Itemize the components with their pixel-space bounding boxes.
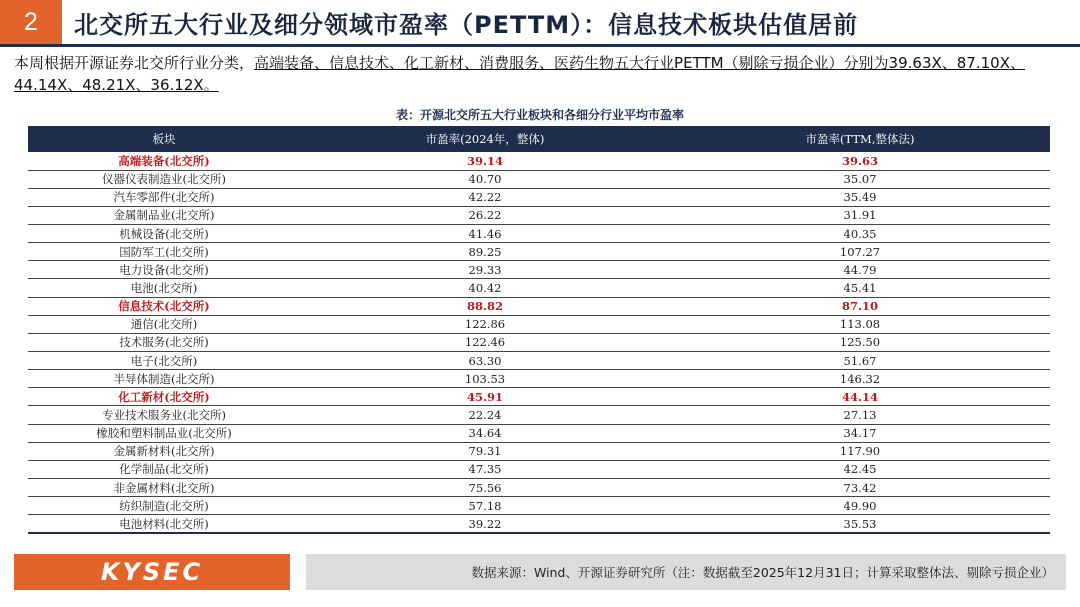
table-row — [28, 515, 1050, 533]
sector-name-cell: 机械设备(北交所) — [28, 225, 300, 243]
pe-ttm-cell: 113.08 — [670, 315, 1050, 333]
table-header-row — [28, 126, 1050, 152]
pe-2024-cell: 26.22 — [300, 206, 670, 224]
sector-name-cell: 电池(北交所) — [28, 279, 300, 297]
table-row — [28, 479, 1050, 497]
column-header-sector: 板块 — [28, 126, 300, 152]
pe-ttm-cell: 51.67 — [670, 352, 1050, 370]
pe-ttm-cell: 49.90 — [670, 497, 1050, 515]
pe-2024-cell: 41.46 — [300, 225, 670, 243]
intro-paragraph — [14, 52, 1064, 96]
pe-2024-cell: 57.18 — [300, 497, 670, 515]
pe-ttm-cell: 125.50 — [670, 333, 1050, 351]
footer — [0, 552, 1080, 592]
sector-name-cell: 化工新材(北交所) — [28, 388, 300, 406]
slide-number: 2 — [0, 0, 62, 44]
table-row — [28, 206, 1050, 224]
pe-2024-cell: 47.35 — [300, 460, 670, 478]
pe-2024-cell: 34.64 — [300, 424, 670, 442]
pe-ttm-cell: 117.90 — [670, 442, 1050, 460]
pe-ttm-cell: 44.14 — [670, 388, 1050, 406]
table-row — [28, 442, 1050, 460]
pe-2024-cell: 45.91 — [300, 388, 670, 406]
table-row — [28, 261, 1050, 279]
intro-text-lead: 本周根据开源证券北交所行业分类， — [14, 54, 255, 72]
title-divider — [0, 44, 1080, 47]
sector-name-cell: 高端装备(北交所) — [28, 152, 300, 170]
table-row — [28, 424, 1050, 442]
table-row — [28, 225, 1050, 243]
sector-name-cell: 技术服务(北交所) — [28, 333, 300, 351]
pe-2024-cell: 75.56 — [300, 479, 670, 497]
data-source-note: 数据来源：Wind、开源证券研究所（注：数据截至2025年12月31日；计算采取整体法、剔除亏损企业） — [306, 554, 1066, 590]
pe-ttm-cell: 107.27 — [670, 243, 1050, 261]
pe-ttm-cell: 40.35 — [670, 225, 1050, 243]
table-row — [28, 152, 1050, 170]
pe-ttm-cell: 42.45 — [670, 460, 1050, 478]
pe-ttm-cell: 35.07 — [670, 170, 1050, 188]
sector-name-cell: 金属新材料(北交所) — [28, 442, 300, 460]
table-row — [28, 497, 1050, 515]
pe-2024-cell: 122.46 — [300, 333, 670, 351]
pe-2024-cell: 39.14 — [300, 152, 670, 170]
pe-ttm-cell: 44.79 — [670, 261, 1050, 279]
pe-2024-cell: 122.86 — [300, 315, 670, 333]
table-row — [28, 388, 1050, 406]
table-row — [28, 243, 1050, 261]
table-row — [28, 170, 1050, 188]
table-row — [28, 370, 1050, 388]
pe-ttm-cell: 146.32 — [670, 370, 1050, 388]
sector-name-cell: 半导体制造(北交所) — [28, 370, 300, 388]
column-header-pe-2024: 市盈率(2024年，整体) — [300, 126, 670, 152]
table-body — [28, 152, 1050, 533]
table-row — [28, 188, 1050, 206]
table-row — [28, 315, 1050, 333]
pe-ratio-table — [28, 126, 1050, 534]
table-row — [28, 352, 1050, 370]
sector-name-cell: 金属制品业(北交所) — [28, 206, 300, 224]
pe-ttm-cell: 39.63 — [670, 152, 1050, 170]
pe-ttm-cell: 34.17 — [670, 424, 1050, 442]
pe-2024-cell: 40.70 — [300, 170, 670, 188]
pe-2024-cell: 39.22 — [300, 515, 670, 533]
table-row — [28, 460, 1050, 478]
logo-text: KYSEC — [100, 558, 204, 586]
sector-name-cell: 通信(北交所) — [28, 315, 300, 333]
header-bar — [0, 0, 1080, 44]
sector-name-cell: 电池材料(北交所) — [28, 515, 300, 533]
column-header-pe-ttm: 市盈率(TTM,整体法) — [670, 126, 1050, 152]
pe-2024-cell: 29.33 — [300, 261, 670, 279]
sector-name-cell: 信息技术(北交所) — [28, 297, 300, 315]
table-row — [28, 406, 1050, 424]
pe-2024-cell: 40.42 — [300, 279, 670, 297]
pe-2024-cell: 89.25 — [300, 243, 670, 261]
pe-ttm-cell: 31.91 — [670, 206, 1050, 224]
table-row — [28, 279, 1050, 297]
pe-ttm-cell: 45.41 — [670, 279, 1050, 297]
sector-name-cell: 国防军工(北交所) — [28, 243, 300, 261]
sector-name-cell: 专业技术服务业(北交所) — [28, 406, 300, 424]
intro-text-underlined: 高端装备、信息技术、化工新材、消费服务、医药生物五大行业PETTM（剔除亏损企业）分别为39.63X、87.10X、44.14X、48.21X、36.12X。 — [14, 54, 1025, 94]
pe-2024-cell: 63.30 — [300, 352, 670, 370]
pe-ttm-cell: 27.13 — [670, 406, 1050, 424]
pe-2024-cell: 88.82 — [300, 297, 670, 315]
sector-name-cell: 仪器仪表制造业(北交所) — [28, 170, 300, 188]
sector-name-cell: 电力设备(北交所) — [28, 261, 300, 279]
sector-name-cell: 橡胶和塑料制品业(北交所) — [28, 424, 300, 442]
sector-name-cell: 非金属材料(北交所) — [28, 479, 300, 497]
kysec-logo — [14, 554, 290, 590]
pe-2024-cell: 103.53 — [300, 370, 670, 388]
table-row — [28, 297, 1050, 315]
table-row — [28, 333, 1050, 351]
pe-ttm-cell: 35.53 — [670, 515, 1050, 533]
sector-name-cell: 纺织制造(北交所) — [28, 497, 300, 515]
pe-2024-cell: 42.22 — [300, 188, 670, 206]
pe-2024-cell: 22.24 — [300, 406, 670, 424]
pe-2024-cell: 79.31 — [300, 442, 670, 460]
sector-name-cell: 化学制品(北交所) — [28, 460, 300, 478]
sector-name-cell: 电子(北交所) — [28, 352, 300, 370]
sector-name-cell: 汽车零部件(北交所) — [28, 188, 300, 206]
pe-ttm-cell: 35.49 — [670, 188, 1050, 206]
table-caption: 表：开源北交所五大行业板块和各细分行业平均市盈率 — [395, 108, 684, 122]
pe-ttm-cell: 87.10 — [670, 297, 1050, 315]
page-title: 北交所五大行业及细分领域市盈率（PETTM）：信息技术板块估值居前 — [74, 10, 859, 39]
pe-ttm-cell: 73.42 — [670, 479, 1050, 497]
